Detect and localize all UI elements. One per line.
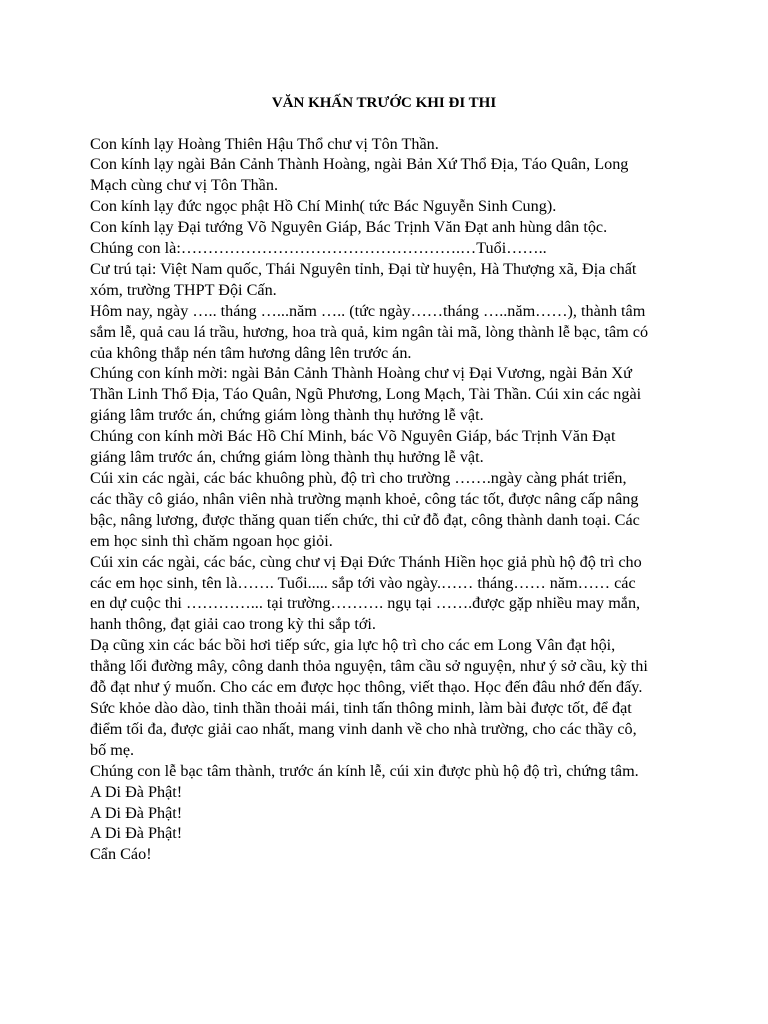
- text-line: Chúng con kính mời: ngài Bản Cảnh Thành Hoàng chư vị Đại Vương, ngài Bản Xứ: [90, 364, 632, 383]
- text-line: A Di Đà Phật!: [90, 782, 183, 801]
- text-line: các em học sinh, tên là……. Tuổi..... sắp tới vào ngày.…… tháng…… năm…… các: [90, 573, 636, 592]
- document-title: VĂN KHẤN TRƯỚC KHI ĐI THI: [271, 95, 497, 111]
- text-line: Thần Linh Thổ Địa, Táo Quân, Ngũ Phương, Long Mạch, Tài Thần. Cúi xin các ngài: [90, 385, 642, 404]
- text-line: các thầy cô giáo, nhân viên nhà trường mạnh khoẻ, công tác tốt, được nâng cấp nâng: [90, 489, 639, 508]
- text-line: Cúi xin các ngài, các bác khuông phù, độ trì cho trường …….ngày càng phát triển,: [90, 469, 627, 487]
- text-line: sắm lễ, quả cau lá trầu, hương, hoa trà quả, kim ngân tài mã, lòng thành lễ bạc, tâm có: [90, 322, 649, 341]
- text-line: Con kính lạy đức ngọc phật Hồ Chí Minh( tức Bác Nguyễn Sinh Cung).: [90, 197, 557, 216]
- text-line: Dạ cũng xin các bác bồi hơi tiếp sức, gia lực hộ trì cho các em Long Vân đạt hội,: [90, 636, 616, 655]
- text-line: Chúng con lễ bạc tâm thành, trước án kính lễ, cúi xin được phù hộ độ trì, chứng tâm.: [90, 761, 639, 780]
- text-line: của không thắp nén tâm hương dâng lên trước án.: [90, 343, 412, 362]
- text-line: Con kính lạy Đại tướng Võ Nguyên Giáp, Bác Trịnh Văn Đạt anh hùng dân tộc.: [90, 218, 608, 237]
- text-line: bậc, nâng lương, được thăng quan tiến chức, thi cử đỗ đạt, công thành danh toại. Các: [90, 510, 640, 529]
- text-line: Chúng con là:…………………………………………….…Tuổi……..: [90, 239, 547, 258]
- text-line: em học sinh thì chăm ngoan học giỏi.: [90, 531, 333, 550]
- text-line: en dự cuộc thi …………... tại trường………. ngụ tại …….được gặp nhiều may mắn,: [90, 594, 641, 613]
- text-line: Hôm nay, ngày ….. tháng …...năm ….. (tức ngày……tháng …..năm……), thành tâm: [90, 301, 646, 320]
- text-line: A Di Đà Phật!: [90, 824, 183, 843]
- document-body: [90, 134, 700, 866]
- text-line: Cẩn Cáo!: [90, 845, 152, 864]
- text-line: bố mẹ.: [90, 740, 135, 759]
- text-line: hanh thông, đạt giải cao trong kỳ thi sắp tới.: [90, 615, 376, 634]
- text-line: giáng lâm trước án, chứng giám lòng thành thụ hưởng lễ vật.: [90, 406, 484, 425]
- text-line: điểm tối đa, được giải cao nhất, mang vinh danh về cho nhà trường, cho các thầy cô,: [90, 719, 637, 738]
- text-line: xóm, trường THPT Đội Cấn.: [90, 280, 277, 299]
- text-line: Chúng con kính mời Bác Hồ Chí Minh, bác Võ Nguyên Giáp, bác Trịnh Văn Đạt: [90, 427, 616, 446]
- text-line: Con kính lạy ngài Bản Cảnh Thành Hoàng, ngài Bản Xứ Thổ Địa, Táo Quân, Long: [90, 155, 629, 174]
- text-line: thẳng lối đường mây, công danh thỏa nguyện, tâm cầu sở nguyện, như ý sở cầu, kỳ thi: [90, 657, 648, 676]
- text-line: Sức khỏe dào dào, tinh thần thoải mái, tinh tấn thông minh, làm bài được tốt, để đạt: [90, 698, 632, 717]
- text-line: Con kính lạy Hoàng Thiên Hậu Thổ chư vị Tôn Thần.: [90, 134, 439, 153]
- text-line: giáng lâm trước án, chứng giám lòng thành thụ hưởng lễ vật.: [90, 448, 484, 467]
- text-line: Cúi xin các ngài, các bác, cùng chư vị Đại Đức Thánh Hiền học giả phù hộ độ trì cho: [90, 552, 642, 571]
- text-line: A Di Đà Phật!: [90, 803, 183, 822]
- text-line: Cư trú tại: Việt Nam quốc, Thái Nguyên tỉnh, Đại từ huyện, Hà Thượng xã, Địa chất: [90, 259, 637, 278]
- text-line: Mạch cùng chư vị Tôn Thần.: [90, 176, 278, 195]
- text-line: đỗ đạt như ý muốn. Cho các em được học thông, viết thạo. Học đến đâu nhớ đến đấy.: [90, 678, 643, 697]
